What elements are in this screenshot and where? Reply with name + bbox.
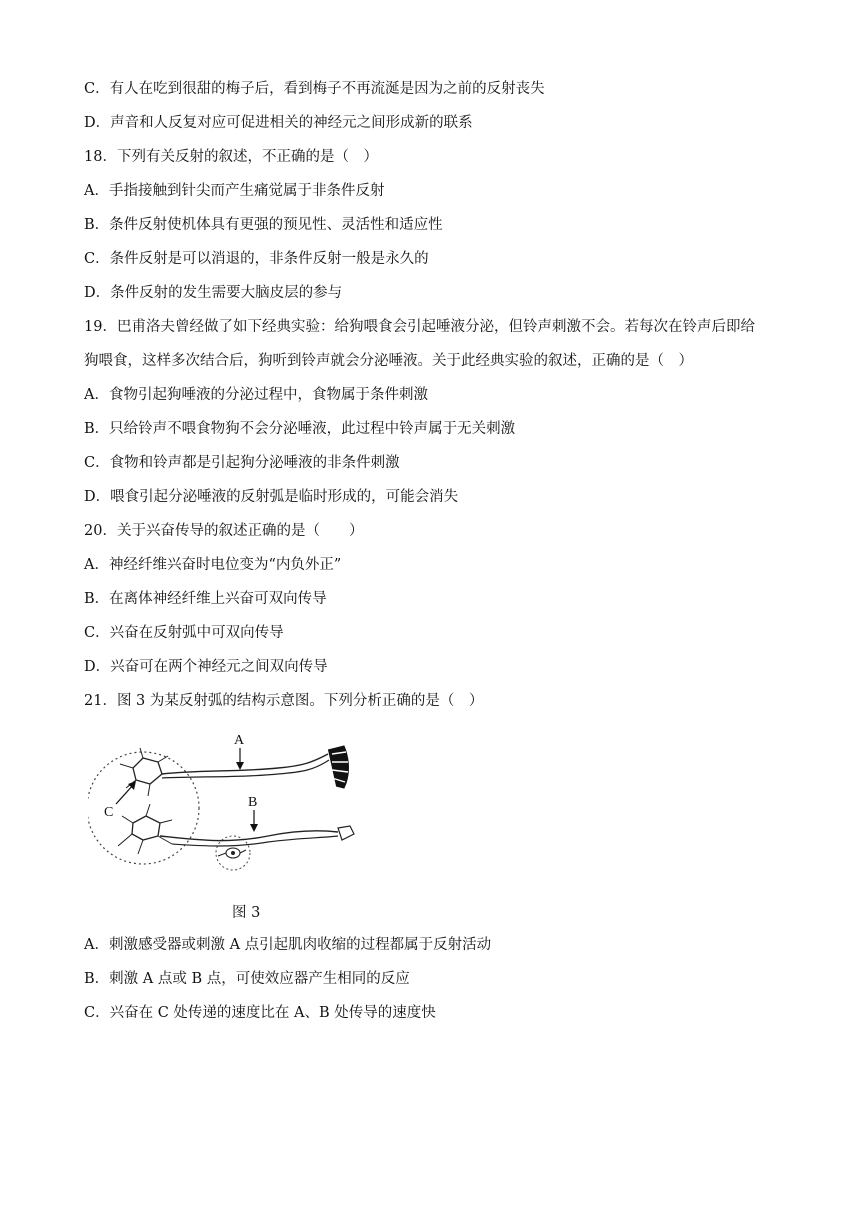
lower-neuron-body bbox=[132, 816, 160, 840]
upper-neuron-body bbox=[133, 758, 162, 784]
question-21: 21．图 3 为某反射弧的结构示意图。下列分析正确的是（ ） bbox=[84, 693, 484, 709]
label-c: C bbox=[104, 805, 114, 820]
option-19c: C．食物和铃声都是引起狗分泌唾液的非条件刺激 bbox=[84, 455, 400, 471]
afferent-fiber-b bbox=[160, 831, 338, 841]
receptor-ending bbox=[338, 826, 354, 840]
label-b: B bbox=[248, 795, 258, 810]
option-20d: D．兴奋可在两个神经元之间双向传导 bbox=[84, 659, 328, 675]
line-17c: C．有人在吃到很甜的梅子后，看到梅子不再流涎是因为之前的反射丧失 bbox=[84, 81, 545, 97]
option-21a: A．刺激感受器或刺激 A 点引起肌肉收缩的过程都属于反射活动 bbox=[84, 937, 492, 953]
question-19-line2: 狗喂食，这样多次结合后，狗听到铃声就会分泌唾液。关于此经典实验的叙述，正确的是（ ） bbox=[84, 353, 693, 369]
question-19-line1: 19．巴甫洛夫曾经做了如下经典实验：给狗喂食会引起唾液分泌，但铃声刺激不会。若每次在铃声后即给 bbox=[84, 319, 755, 335]
option-20c: C．兴奋在反射弧中可双向传导 bbox=[84, 625, 284, 641]
option-20a: A．神经纤维兴奋时电位变为“内负外正” bbox=[84, 557, 342, 573]
option-21c: C．兴奋在 C 处传递的速度比在 A、B 处传导的速度快 bbox=[84, 1005, 436, 1021]
option-19a: A．食物引起狗唾液的分泌过程中，食物属于条件刺激 bbox=[84, 387, 428, 403]
option-21b: B．刺激 A 点或 B 点，可使效应器产生相同的反应 bbox=[84, 971, 410, 987]
option-18c: C．条件反射是可以消退的，非条件反射一般是永久的 bbox=[84, 251, 429, 267]
question-18: 18．下列有关反射的叙述，不正确的是（ ） bbox=[84, 149, 378, 165]
option-18b: B．条件反射使机体具有更强的预见性、灵活性和适应性 bbox=[84, 217, 443, 233]
option-20b: B．在离体神经纤维上兴奋可双向传导 bbox=[84, 591, 327, 607]
reflex-arc-figure bbox=[88, 728, 368, 898]
line-17d: D．声音和人反复对应可促进相关的神经元之间形成新的联系 bbox=[84, 115, 473, 131]
option-19d: D．喂食引起分泌唾液的反射弧是临时形成的，可能会消失 bbox=[84, 489, 459, 505]
figure-caption: 图 3 bbox=[232, 905, 261, 921]
label-a: A bbox=[234, 733, 245, 748]
option-19b: B．只给铃声不喂食物狗不会分泌唾液，此过程中铃声属于无关刺激 bbox=[84, 421, 516, 437]
option-18d: D．条件反射的发生需要大脑皮层的参与 bbox=[84, 285, 343, 301]
option-18a: A．手指接触到针尖而产生痛觉属于非条件反射 bbox=[84, 183, 385, 199]
question-20: 20．关于兴奋传导的叙述正确的是（ ） bbox=[84, 523, 364, 539]
